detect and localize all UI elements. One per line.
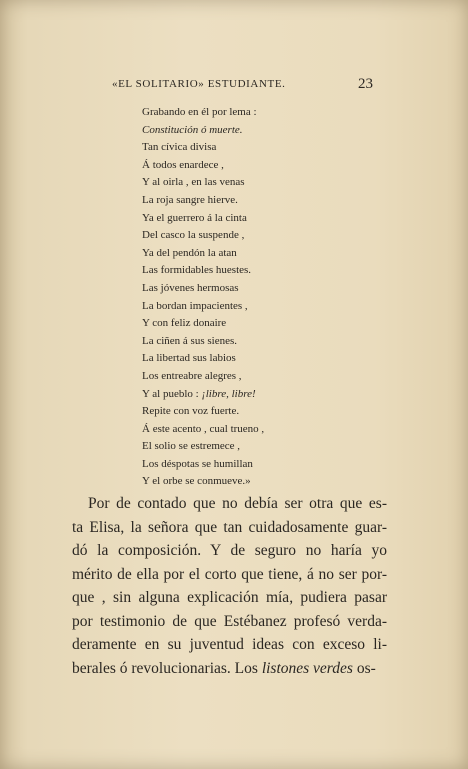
- text-run: Por de contado que no debía ser otra que es-: [88, 495, 387, 512]
- verse-block: [142, 104, 342, 491]
- italic-text: ¡libre, libre!: [201, 387, 256, 400]
- verse-line: [142, 403, 342, 421]
- italic-text: Constitución ó muerte.: [142, 123, 243, 136]
- text-run: Ya el guerrero á la cinta: [142, 211, 247, 224]
- prose-paragraph: [72, 492, 387, 680]
- text-run: La bordan impacientes ,: [142, 299, 248, 312]
- verse-line: [142, 210, 342, 228]
- text-run: Ya del pendón la atan: [142, 246, 237, 259]
- verse-line: [142, 350, 342, 368]
- prose-line: [72, 563, 387, 587]
- verse-line: [142, 157, 342, 175]
- verse-line: [142, 280, 342, 298]
- text-run: Tan cívica divisa: [142, 141, 217, 154]
- text-run: berales ó revolucionarias. Los: [72, 659, 262, 677]
- text-run: Y al pueblo :: [142, 387, 202, 400]
- verse-line: [142, 298, 342, 316]
- text-run: os-: [352, 659, 376, 677]
- text-run: por testimonio de que Estébanez profesó verda-: [72, 612, 387, 630]
- text-run: Los entreabre alegres ,: [142, 369, 242, 382]
- text-run: Á todos enardece ,: [142, 158, 224, 171]
- text-run: Las jóvenes hermosas: [142, 281, 239, 294]
- text-run: Las formidables huestes.: [142, 264, 252, 277]
- verse-line: [142, 386, 342, 404]
- verse-line: [142, 122, 342, 140]
- prose-line: [72, 539, 387, 563]
- text-run: Grabando en él por lema :: [142, 106, 257, 118]
- text-run: La libertad sus labios: [142, 352, 236, 365]
- text-run: dó la composición. Y de seguro no haría yo: [72, 542, 387, 559]
- prose-line: [72, 633, 387, 657]
- verse-line: [142, 438, 342, 456]
- verse-line: [142, 139, 342, 157]
- text-run: La roja sangre hierve.: [142, 193, 238, 206]
- text-run: Y al oirla , en las venas: [142, 176, 245, 189]
- text-run: Del casco la suspende ,: [142, 229, 245, 242]
- text-run: Repite con voz fuerte.: [142, 405, 240, 418]
- verse-line: [142, 333, 342, 351]
- verse-line: [142, 245, 342, 263]
- text-run: Y el orbe se conmueve.»: [142, 475, 251, 488]
- prose-line: [72, 610, 387, 634]
- verse-line: [142, 473, 342, 491]
- prose-line: [72, 492, 387, 516]
- verse-line: [142, 368, 342, 386]
- text-run: Y con feliz donaire: [142, 317, 227, 330]
- prose-line: [72, 586, 387, 610]
- verse-line: [142, 174, 342, 192]
- prose-line: [72, 516, 387, 540]
- verse-line: [142, 104, 342, 122]
- verse-line: [142, 262, 342, 280]
- verse-line: [142, 456, 342, 474]
- text-run: El solio se estremece ,: [142, 440, 241, 453]
- text-run: Los déspotas se humillan: [142, 457, 253, 470]
- text-run: deramente en su juventud ideas con exceso li-: [72, 636, 387, 653]
- text-run: mérito de ella por el corto que tiene, á no ser por-: [72, 565, 387, 583]
- verse-line: [142, 421, 342, 439]
- text-run: La ciñen á sus sienes.: [142, 334, 237, 347]
- prose-line: [72, 657, 387, 681]
- italic-text: listones verdes: [261, 659, 353, 677]
- running-title: «EL SOLITARIO» ESTUDIANTE.: [112, 78, 286, 90]
- text-run: Á este acento , cual trueno ,: [142, 422, 265, 435]
- text-run: ta Elisa, la señora que tan cuidadosamente guar-: [72, 518, 387, 536]
- verse-line: [142, 192, 342, 210]
- verse-line: [142, 315, 342, 333]
- page-number: 23: [358, 76, 373, 92]
- verse-line: [142, 227, 342, 245]
- text-run: que , sin alguna explicación mía, pudiera pasar: [72, 589, 387, 606]
